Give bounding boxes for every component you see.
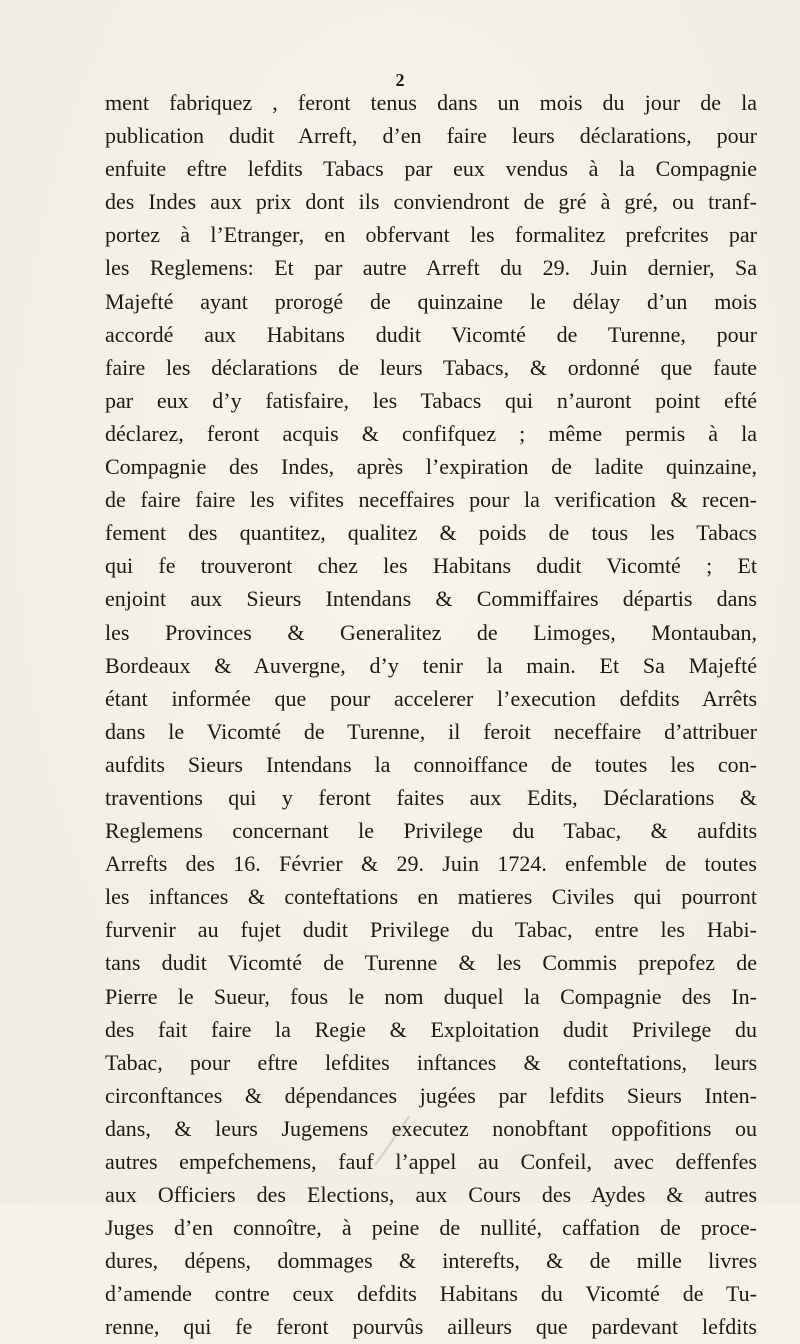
text-line: enjoint aux Sieurs Intendans & Commiffaires départis dans xyxy=(105,586,757,612)
text-line: les Provinces & Generalitez de Limoges, Montauban, xyxy=(105,619,757,645)
text-line: les Reglemens: Et par autre Arreft du 29. Juin dernier, Sa xyxy=(105,255,757,281)
text-line: Majefté ayant prorogé de quinzaine le délay d’un mois xyxy=(105,288,757,314)
text-line: ment fabriquez , feront tenus dans un mois du jour de la xyxy=(105,90,757,115)
text-line: fement des quantitez, qualitez & poids de tous les Tabacs xyxy=(105,520,757,546)
text-line: dures, dépens, dommages & interefts, & de mille livres xyxy=(105,1248,757,1274)
text-line: publication dudit Arreft, d’en faire leurs déclarations, pour xyxy=(105,123,757,149)
text-line: tans dudit Vicomté de Turenne & les Commis prepofez de xyxy=(105,950,757,976)
text-line: traventions qui y feront faites aux Edits, Déclarations & xyxy=(105,784,757,810)
text-line: Bordeaux & Auvergne, d’y tenir la main. Et Sa Majefté xyxy=(105,652,757,678)
text-line: qui fe trouveront chez les Habitans dudit Vicomté ; Et xyxy=(105,553,757,579)
text-line: Arrefts des 16. Février & 29. Juin 1724. enfemble de toutes xyxy=(105,851,757,877)
text-line: dans, & leurs Jugemens executez nonobftant oppofitions ou xyxy=(105,1115,757,1141)
text-line: des fait faire la Regie & Exploitation dudit Privilege du xyxy=(105,1016,757,1042)
page-number: 2 xyxy=(395,70,405,90)
text-line: des Indes aux prix dont ils conviendront de gré à gré, ou tranf- xyxy=(105,189,757,215)
text-line: faire les déclarations de leurs Tabacs, & ordonné que faute xyxy=(105,354,757,380)
text-line: aux Officiers des Elections, aux Cours des Aydes & autres xyxy=(105,1182,757,1208)
text-line: renne, qui fe feront pourvûs ailleurs que pardevant lefdits xyxy=(105,1314,757,1340)
text-line: accordé aux Habitans dudit Vicomté de Turenne, pour xyxy=(105,321,757,347)
text-line: autres empefchemens, fauf l’appel au Confeil, avec deffenfes xyxy=(105,1149,757,1174)
text-line: déclarez, feront acquis & confifquez ; même permis à la xyxy=(105,420,757,446)
text-line: dans le Vicomté de Turenne, il feroit neceffaire d’attribuer xyxy=(105,718,757,744)
text-line: furvenir au fujet dudit Privilege du Tabac, entre les Habi- xyxy=(105,917,757,943)
text-line: de faire faire les vifites neceffaires pour la verification & recen- xyxy=(105,487,757,513)
text-line: Tabac, pour eftre lefdites inftances & conteftations, leurs xyxy=(105,1049,757,1075)
text-line: enfuite eftre lefdits Tabacs par eux vendus à la Compagnie xyxy=(105,156,757,182)
text-line: par eux d’y fatisfaire, les Tabacs qui n’auront point efté xyxy=(105,387,757,413)
text-line: étant informée que pour accelerer l’execution defdits Arrêts xyxy=(105,685,757,711)
text-line: Pierre le Sueur, fous le nom duquel la Compagnie des In- xyxy=(105,983,757,1009)
text-line: Reglemens concernant le Privilege du Tabac, & aufdits xyxy=(105,818,757,844)
text-line: Compagnie des Indes, après l’expiration de ladite quinzaine, xyxy=(105,454,757,480)
text-line: d’amende contre ceux defdits Habitans du Vicomté de Tu- xyxy=(105,1281,757,1307)
text-line: les inftances & conteftations en matieres Civiles qui pourront xyxy=(105,884,757,910)
text-line: circonftances & dépendances jugées par lefdits Sieurs Inten- xyxy=(105,1082,757,1108)
text-line: Juges d’en connoître, à peine de nullité, caffation de proce- xyxy=(105,1215,757,1241)
text-line: portez à l’Etranger, en obfervant les formalitez prefcrites par xyxy=(105,222,757,248)
body-text xyxy=(105,86,757,1344)
text-line: aufdits Sieurs Intendans la connoiffance de toutes les con- xyxy=(105,751,757,777)
